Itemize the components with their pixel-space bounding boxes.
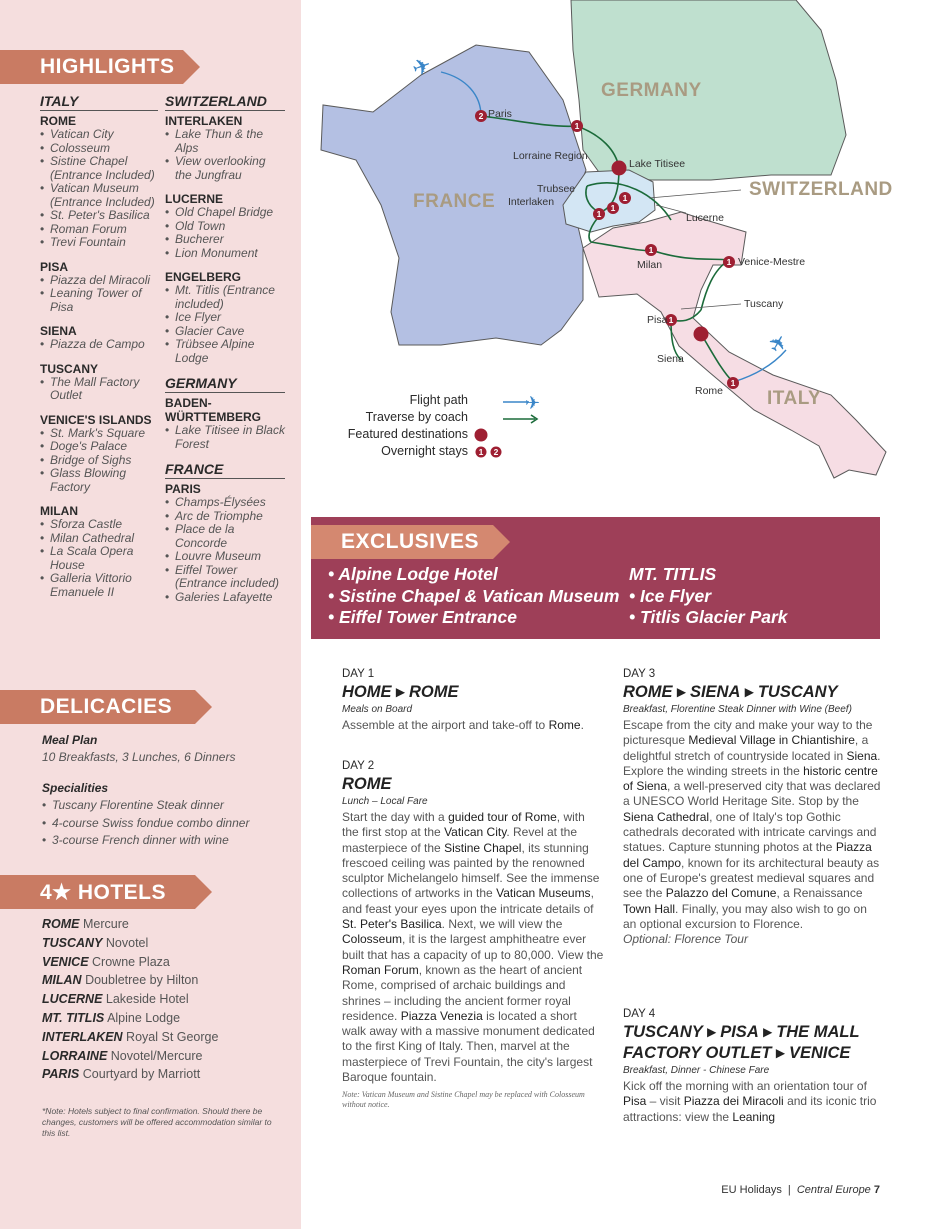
highlight-item: • Lion Monument [165, 247, 285, 261]
hotel-name: Lakeside Hotel [105, 992, 189, 1007]
country-block [40, 93, 158, 599]
hotel-row [42, 1065, 292, 1084]
highlight-item: • Galeries Lafayette [165, 591, 285, 605]
highlight-term: Colosseum [342, 932, 403, 947]
place-lucerne: Lucerne [686, 212, 724, 224]
legend-coach-label: Traverse by coach [365, 410, 468, 424]
day-title-part: TUSCANY [757, 683, 838, 701]
highlight-item: • Lake Thun & the Alps [165, 128, 285, 155]
hotel-name: Alpine Lodge [107, 1010, 181, 1025]
exclusive-item: • Alpine Lodge Hotel [328, 564, 498, 584]
highlights-column-2 [165, 93, 285, 614]
hotel-city: MILAN [42, 973, 82, 988]
footer-brand: EU Holidays [721, 1184, 782, 1196]
hotel-name: Royal St George [126, 1029, 219, 1044]
place-lorraine: Lorraine Region [513, 150, 588, 162]
arrow-right-icon: ▸ [672, 683, 690, 701]
day-description [342, 718, 610, 733]
exclusive-item: • Eiffel Tower Entrance [328, 607, 517, 627]
body-text: , it is the largest amphitheatre ever built that has a capacity of up to 80,000. View the [342, 932, 604, 962]
lucerne-pointer [656, 205, 686, 213]
place-venice: Venice-Mestre [738, 256, 806, 268]
highlight-item: • Vatican City [40, 128, 158, 142]
delicacies-title: DELICACIES [40, 695, 173, 718]
highlight-list [40, 376, 158, 403]
highlight-item: • Champs-Élysées [165, 496, 285, 510]
country-heading: SWITZERLAND [165, 93, 285, 111]
country-block [165, 461, 285, 604]
city-group [40, 362, 158, 403]
legend-overnight-label: Overnight stays [381, 444, 468, 458]
delicacies-banner [0, 690, 195, 724]
highlight-item: • Sistine Chapel (Entrance Included) [40, 155, 158, 182]
city-heading: PARIS [165, 482, 201, 496]
speciality-item: • 4-course Swiss fondue combo dinner [42, 815, 292, 833]
exclusives-left [328, 564, 619, 629]
hotel-city: PARIS [42, 1067, 80, 1082]
city-group [40, 413, 158, 495]
highlight-list [40, 427, 158, 495]
body-text: , known as the heart of ancient Rome, comprised of archaic buildings and shrines – including the ancient former royal residence. [342, 962, 583, 1023]
day-title-part: TUSCANY [623, 1023, 703, 1041]
day-number: DAY 3 [623, 668, 656, 680]
marker-siena [694, 327, 709, 342]
day-1 [342, 668, 610, 733]
stay-number-tuscany: 1 [668, 315, 674, 325]
arrow-right-icon: ▸ [740, 683, 758, 701]
city-heading: VENICE'S ISLANDS [40, 412, 152, 427]
page-footer [721, 1184, 880, 1196]
hotel-row [42, 990, 292, 1009]
highlight-list [165, 206, 285, 260]
highlight-term: Rome [548, 718, 581, 732]
hotel-row [42, 915, 292, 934]
stay-number-paris: 2 [478, 111, 484, 121]
highlight-term: Vatican City [444, 825, 507, 840]
highlight-item: • Vatican Museum (Entrance Included) [40, 182, 158, 209]
marker-titisee [612, 161, 627, 176]
highlight-item: • Sforza Castle [40, 518, 158, 532]
highlight-item: • Bridge of Sighs [40, 454, 158, 468]
day-title-part: PISA [720, 1023, 759, 1041]
day-description [342, 810, 604, 1085]
highlight-list [40, 128, 158, 250]
highlights-banner [0, 50, 183, 84]
highlight-term: Piazza Venezia [400, 1008, 483, 1023]
highlight-term: Medieval Village in Chiantishire [688, 733, 855, 748]
switzerland-pointer [649, 190, 741, 198]
day-3 [623, 668, 883, 947]
hotel-row [42, 1047, 292, 1066]
body-text: and its iconic trio attractions: view the [623, 1094, 877, 1124]
plane-icon-france: ✈ [408, 51, 435, 82]
highlight-item: • Bucherer [165, 233, 285, 247]
highlight-term: Siena Cathedral [623, 809, 710, 824]
highlight-list [165, 284, 285, 365]
day-4 [623, 1008, 883, 1125]
highlights-title: HIGHLIGHTS [40, 55, 175, 78]
city-heading: ROME [40, 114, 76, 128]
place-rome: Rome [695, 385, 724, 397]
stay-number-titlis: 1 [610, 203, 616, 213]
place-titisee: Lake Titisee [629, 158, 686, 170]
city-heading: LUCERNE [165, 192, 224, 206]
highlight-item: • Piazza del Miracoli [40, 274, 158, 288]
italy-region [583, 212, 886, 478]
country-block [165, 375, 285, 451]
highlight-item: • Leaning Tower of Pisa [40, 287, 158, 314]
highlight-list [40, 274, 158, 315]
footer-section: Central Europe [796, 1184, 871, 1196]
stay-number-interlaken: 1 [596, 209, 602, 219]
country-block [165, 93, 285, 365]
hotels-title: 4★ HOTELS [40, 880, 167, 904]
city-group [40, 324, 158, 352]
highlights-column-1 [40, 93, 158, 609]
label-france: FRANCE [413, 191, 496, 212]
hotel-city: VENICE [42, 954, 89, 969]
hotels-banner [0, 875, 195, 909]
exclusives-banner [311, 525, 493, 559]
optional-tour: Optional: Florence Tour [623, 932, 748, 947]
day-meals: Lunch – Local Fare [342, 796, 428, 807]
day-description [623, 718, 883, 947]
country-heading: FRANCE [165, 461, 285, 479]
legend-featured-label: Featured destinations [347, 427, 468, 441]
city-group [40, 260, 158, 315]
body-text: Escape from the city and make your way to the picturesque [623, 718, 873, 748]
day-note: Note: Vatican Museum and Sistine Chapel may be replaced with Colosseum without notice. [342, 1090, 585, 1110]
city-heading: TUSCANY [40, 361, 99, 376]
highlight-list [165, 128, 285, 182]
highlight-list [165, 496, 285, 604]
city-group [165, 270, 285, 365]
svg-text:✈: ✈ [525, 393, 541, 413]
highlight-item: • Arc de Triomphe [165, 510, 285, 524]
day-title [342, 774, 604, 795]
stay-number-lucerne: 1 [622, 193, 628, 203]
plane-icon-italy: ✈ [762, 329, 794, 358]
stay-number-venice: 1 [726, 257, 732, 267]
stay-number-rome: 1 [730, 378, 736, 388]
highlight-term: historic centre of Siena [623, 763, 878, 794]
city-heading: INTERLAKEN [165, 114, 243, 128]
hotels-list [42, 915, 292, 1084]
highlight-item: • St. Mark's Square [40, 427, 158, 441]
highlight-term: Piazza dei Miracoli [683, 1094, 784, 1109]
body-text: . Revel at the masterpiece of the [342, 825, 578, 855]
day-description [623, 1079, 883, 1125]
hotel-city: TUSCANY [42, 935, 103, 950]
body-text: , a well-preserved city that was declared a UNESCO World Heritage Site. Stop by the [623, 779, 881, 809]
day-meals: Breakfast, Dinner - Chinese Fare [623, 1065, 770, 1076]
specialities-heading: Specialities [42, 781, 109, 795]
city-group [40, 504, 158, 599]
speciality-item: • 3-course French dinner with wine [42, 832, 292, 850]
hotel-row [42, 1028, 292, 1047]
highlight-list [165, 424, 285, 451]
body-text: , and feast your eyes upon the intricate details of [342, 886, 594, 916]
highlight-item: • Old Chapel Bridge [165, 206, 285, 220]
exclusives-right [629, 564, 788, 629]
hotel-city: MT. TITLIS [42, 1010, 105, 1025]
highlight-item: • Doge's Palace [40, 440, 158, 454]
body-text: – visit [646, 1094, 684, 1109]
highlight-item: • St. Peter's Basilica [40, 209, 158, 223]
day-meals: Breakfast, Florentine Steak Dinner with Wine (Beef) [623, 704, 852, 715]
highlight-term: Leaning [732, 1109, 776, 1124]
day-title [623, 1022, 883, 1064]
exclusives-panel [311, 517, 880, 639]
hotel-city: INTERLAKEN [42, 1029, 123, 1044]
exclusive-heading: MT. TITLIS [629, 564, 717, 584]
hotel-name: Mercure [82, 917, 129, 931]
hotel-city: LUCERNE [42, 992, 103, 1007]
place-trubsee: Trubsee [537, 183, 576, 195]
hotel-row [42, 953, 292, 972]
stay-number-milan: 1 [648, 245, 654, 255]
hotel-name: Crowne Plaza [92, 954, 170, 969]
body-text: is located a short walk away with a massive monument dedicated to the first King of Italy. Then, marvel at the masterpiece of Trevi Fountain, the city's largest Baroque fountain. [342, 1008, 595, 1085]
legend-num-1: 1 [478, 447, 484, 457]
city-heading: MILAN [40, 504, 78, 518]
body-text: . [580, 718, 584, 732]
legend-num-2: 2 [493, 447, 499, 457]
body-text: . Finally, you may also wish to go on an optional excursion to Florence. [623, 901, 867, 931]
route-map [301, 0, 942, 500]
day-title-part: ROME [342, 775, 392, 793]
hotel-city: ROME [42, 917, 80, 931]
exclusives-title: EXCLUSIVES [341, 530, 480, 553]
body-text: . Next, we will view the [441, 917, 563, 932]
highlight-term: Sistine Chapel [444, 840, 522, 855]
body-text: , a delightful stretch of countryside located in [623, 733, 869, 763]
highlight-term: Roman Forum [342, 962, 419, 977]
hotel-city: LORRAINE [42, 1048, 108, 1063]
highlight-list [40, 338, 158, 352]
city-group [165, 114, 285, 182]
hotel-name: Courtyard by Marriott [82, 1067, 201, 1082]
arrow-right-icon: ▸ [758, 1023, 777, 1041]
day-title-part: HOME [342, 683, 392, 701]
sidebar [0, 0, 301, 1229]
highlight-item: • Glass Blowing Factory [40, 467, 158, 494]
highlight-item: • Ice Flyer [165, 311, 285, 325]
day-2 [342, 760, 604, 1110]
highlight-term: Town Hall [623, 901, 676, 916]
exclusive-item: • Sistine Chapel & Vatican Museum [328, 585, 620, 606]
day-number: DAY 2 [342, 760, 375, 772]
page-number: 7 [873, 1184, 880, 1196]
body-text: , a Renaissance [776, 886, 863, 901]
highlight-item: • Mt. Titlis (Entrance included) [165, 284, 285, 311]
hotel-row [42, 971, 292, 990]
route-map-svg [301, 0, 942, 500]
highlight-item: • Old Town [165, 220, 285, 234]
highlight-term: Palazzo del Comune [665, 886, 777, 901]
place-siena: Siena [657, 353, 684, 365]
place-milan: Milan [637, 259, 663, 271]
highlight-list [40, 518, 158, 599]
highlight-item: • Piazza de Campo [40, 338, 158, 352]
hotel-name: Doubletree by Hilton [85, 973, 199, 988]
country-heading: GERMANY [165, 375, 285, 393]
highlight-term: Pisa [623, 1094, 647, 1109]
day-number: DAY 4 [623, 1008, 656, 1020]
meal-plan-heading: Meal Plan [42, 733, 98, 747]
highlight-item: • Trevi Fountain [40, 236, 158, 250]
arrow-right-icon: ▸ [702, 1023, 721, 1041]
highlight-item: • Colosseum [40, 142, 158, 156]
city-group [165, 396, 285, 451]
day-title-part: VENICE [788, 1044, 851, 1062]
city-heading: PISA [40, 259, 69, 274]
highlight-term: Siena [846, 748, 878, 763]
highlight-item: • Glacier Cave [165, 325, 285, 339]
legend-symbols [475, 393, 541, 458]
label-italy: ITALY [767, 388, 822, 409]
body-text: , known for its architectural beauty as one of Europe's greatest medieval squares and see the [623, 855, 880, 901]
body-text: Kick off the morning with an orientation tour of [623, 1079, 867, 1093]
speciality-item: • Tuscany Florentine Steak dinner [42, 797, 292, 815]
highlight-term: St. Peter's Basilica [342, 917, 442, 932]
label-germany: GERMANY [601, 80, 702, 101]
day-title-part: ROME [623, 683, 673, 701]
arrow-right-icon: ▸ [391, 683, 409, 701]
hotel-row [42, 1009, 292, 1028]
legend-flight-label: Flight path [409, 393, 468, 407]
body-text: Start the day with a [342, 810, 449, 824]
body-text: . Explore the winding streets in the [623, 748, 881, 778]
highlight-item: • La Scala Opera House [40, 545, 158, 572]
highlight-item: • Galleria Vittorio Emanuele II [40, 572, 158, 599]
highlight-item: • Eiffel Tower (Entrance included) [165, 564, 285, 591]
body-text: , one of Italy's top Gothic cathedrals decorated with intricate carvings and statues. Capture stunning photos at the [623, 809, 877, 855]
city-heading: ENGELBERG [165, 270, 242, 284]
highlight-item: • Louvre Museum [165, 550, 285, 564]
day-number: DAY 1 [342, 668, 375, 680]
city-heading: SIENA [40, 324, 77, 338]
day-title-part: THE MALL FACTORY OUTLET [623, 1023, 860, 1062]
hotel-row [42, 934, 292, 953]
place-paris: Paris [488, 108, 512, 120]
hotel-name: Novotel/Mercure [110, 1048, 203, 1063]
highlight-item: • View overlooking the Jungfrau [165, 155, 285, 182]
body-text: , with the first stop at the [342, 810, 585, 840]
place-tuscany: Tuscany [744, 298, 784, 310]
body-text: Assemble at the airport and take-off to [342, 718, 549, 732]
specialities-list [42, 797, 292, 850]
hotels-note: *Note: Hotels subject to final confirmation. Should there be changes, customers will be offered accommodation similar to this list. [42, 1106, 272, 1138]
day-title [342, 682, 610, 703]
footer-separator: | [787, 1184, 791, 1196]
body-text: , its stunning frescoed ceiling was painted by the renowned sculptor Michelangelo himself. See the immense collections of artworks in the [342, 840, 600, 901]
highlight-item: • The Mall Factory Outlet [40, 376, 158, 403]
label-switzerland: SWITZERLAND [749, 179, 893, 200]
hotel-name: Novotel [105, 935, 149, 950]
highlight-item: • Place de la Concorde [165, 523, 285, 550]
day-title-part: ROME [408, 683, 459, 701]
meal-plan-text: 10 Breakfasts, 3 Lunches, 6 Dinners [42, 750, 236, 764]
city-group [40, 114, 158, 250]
highlight-term: Piazza del Campo [623, 840, 872, 870]
highlight-item: • Trübsee Alpine Lodge [165, 338, 285, 365]
place-pisa: Pisa [647, 314, 668, 326]
highlight-item: • Milan Cathedral [40, 532, 158, 546]
highlight-term: Vatican Museums [496, 886, 591, 901]
exclusive-item: • Titlis Glacier Park [629, 607, 788, 627]
highlight-item: • Roman Forum [40, 223, 158, 237]
day-title-part: SIENA [689, 683, 741, 701]
highlight-term: guided tour of Rome [448, 810, 557, 824]
highlight-item: • Lake Titisee in Black Forest [165, 424, 285, 451]
stay-number-lorraine: 1 [574, 121, 580, 131]
city-group [165, 192, 285, 260]
exclusive-item: • Ice Flyer [629, 585, 712, 606]
delicacies-section [42, 733, 292, 850]
day-meals: Meals on Board [342, 704, 413, 715]
arrow-right-icon: ▸ [771, 1044, 789, 1062]
place-interlaken: Interlaken [508, 196, 555, 208]
city-heading: BADEN-WÜRTTEMBERG [165, 396, 261, 424]
country-heading: ITALY [40, 93, 158, 111]
city-group [165, 482, 285, 604]
day-title [623, 682, 883, 703]
